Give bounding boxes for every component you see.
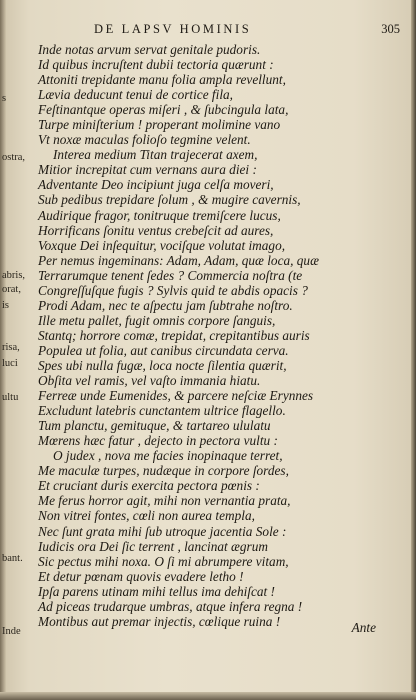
verse-line: Me maculæ turpes, nudæque in corpore ſordes, — [38, 463, 289, 479]
page-bottom-edge — [0, 692, 416, 700]
verse-line: Me ferus horror agit, mihi non vernantia prata, — [38, 493, 291, 509]
page-header — [70, 22, 400, 40]
verse-line: Ipſa parens utinam mihi tellus ima dehiſcat ! — [38, 583, 275, 599]
verse-line: Excludunt latebris cunctantem ultrice flagello. — [38, 403, 286, 419]
running-title: DE LAPSV HOMINIS — [94, 22, 252, 36]
left-margin-notes — [0, 0, 32, 700]
margin-note: is — [2, 300, 10, 311]
verse-line: Feſtinantque operas miſeri , & ſubcingula lata, — [38, 102, 289, 118]
verse-line: Sic pectus mihi noxa. O ſi mi abrumpere vitam, — [38, 553, 289, 569]
verse-line: Interea medium Titan trajecerat axem, — [53, 147, 258, 163]
verse-line: Vt noxæ maculas folioſo tegmine velent. — [38, 132, 251, 148]
verse-text-block — [38, 42, 400, 629]
margin-note: s — [2, 93, 7, 104]
verse-line: Mitior increpitat cum vernans aura diei : — [38, 162, 257, 178]
margin-note: orat, — [2, 284, 21, 295]
verse-line: O judex , nova me facies inopinaque terret, — [53, 448, 283, 464]
verse-line: Obſita vel ramis, vel vaſto immania hiatu. — [38, 373, 261, 389]
verse-line: Congreſſuſque fugis ? Sylvis quid te abdis opacis ? — [38, 282, 308, 298]
verse-line: Montibus aut premar injectis, cœlique ruina ! — [38, 613, 281, 629]
verse-line: Iudicis ora Dei ſic terrent , lancinat ægrum — [38, 538, 268, 554]
page-right-edge — [411, 0, 416, 700]
verse-line: Populea ut folia, aut canibus circundata cerva. — [38, 342, 289, 358]
page-number: 305 — [381, 22, 400, 36]
margin-note: Inde — [2, 626, 21, 637]
verse-line: Et cruciant duris exercita pectora pœnis : — [38, 478, 260, 494]
verse-line: Adventante Deo incipiunt juga celſa moveri, — [38, 177, 274, 193]
verse-line: Terrarumque tenent ſedes ? Commercia noſtra (te — [38, 267, 303, 283]
margin-note: luci — [2, 358, 18, 369]
verse-line: Horrificans ſonitu ventus crebeſcit ad aures, — [38, 222, 274, 238]
verse-line: Attoniti trepidante manu folia ampla revellunt, — [38, 72, 286, 88]
verse-line: Ferreæ unde Eumenides, & parcere neſciæ Erynnes — [38, 388, 314, 404]
margin-note: risa, — [2, 342, 20, 353]
verse-line: Ad piceas trudarque umbras, atque infera regna ! — [38, 598, 303, 614]
verse-line: Audirique fragor, tonitruque tremiſcere lucus, — [38, 207, 281, 223]
verse-line: Inde notas arvum servat genitale pudoris. — [38, 42, 261, 57]
margin-note: abris, — [2, 270, 26, 281]
verse-line: Non vitrei fontes, cœli non aurea templa, — [38, 508, 255, 524]
verse-line: Lævia deducunt tenui de cortice fila, — [38, 87, 233, 103]
catchword: Ante — [351, 620, 376, 635]
verse-line: Et detur pœnam quovis evadere letho ! — [38, 568, 244, 584]
margin-note: ostra, — [2, 152, 26, 163]
verse-line: Id quibus incruſtent dubii tectoria quærunt : — [38, 57, 274, 73]
verse-line: Stantq; horrore comæ, trepidat, crepitantibus auris — [38, 327, 310, 343]
margin-note: bant. — [2, 553, 23, 564]
verse-line: Per nemus ingeminans: Adam, Adam, quæ loca, quæ — [38, 252, 319, 268]
verse-line: Voxque Dei inſequitur, vociſque volutat imago, — [38, 237, 286, 253]
verse-line: Sub pedibus trepidare ſolum , & mugire cavernis, — [38, 192, 301, 208]
verse-line: Tum planctu, gemituque, & tartareo ululatu — [38, 418, 271, 434]
verse-line: Ille metu pallet, fugit omnis corpore ſanguis, — [38, 312, 276, 328]
verse-line: Nec ſunt grata mihi ſub utroque jacentia Sole : — [38, 523, 287, 539]
margin-note: ultu — [2, 392, 19, 403]
verse-line: Mœrens hæc fatur , dejecto in pectora vultu : — [38, 433, 278, 449]
verse-line: Turpe miniſterium ! properant molimine vano — [38, 117, 281, 133]
verse-line: Spes ubi nulla fugæ, loca nocte ſilentia quærit, — [38, 357, 287, 373]
verse-line: Prodi Adam, nec te aſpectu jam ſubtrahe noſtro. — [38, 297, 293, 313]
